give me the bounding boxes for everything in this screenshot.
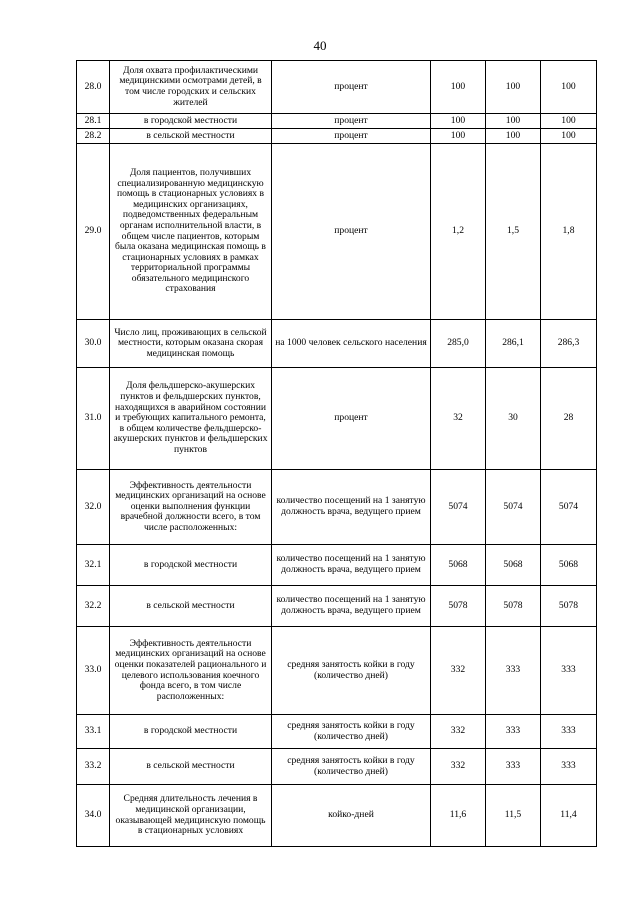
value-year-2: 11,5 [486, 785, 541, 847]
row-number: 34.0 [77, 785, 110, 847]
row-number: 32.2 [77, 586, 110, 627]
value-year-2: 333 [486, 627, 541, 715]
unit-of-measure: средняя занятость койки в году (количество дней) [272, 715, 431, 749]
unit-of-measure: процент [272, 368, 431, 470]
row-number: 30.0 [77, 320, 110, 368]
value-year-1: 100 [431, 61, 486, 114]
value-year-1: 332 [431, 749, 486, 785]
table-row [77, 715, 597, 749]
unit-of-measure: средняя занятость койки в году (количество дней) [272, 627, 431, 715]
value-year-2: 30 [486, 368, 541, 470]
value-year-2: 333 [486, 715, 541, 749]
table-row [77, 545, 597, 586]
value-year-2: 333 [486, 749, 541, 785]
table-row [77, 627, 597, 715]
value-year-3: 100 [541, 114, 597, 129]
unit-of-measure: процент [272, 144, 431, 320]
indicator-name: Доля охвата профилактическими медицинскими осмотрами детей, в том числе городских и сельских жителей [110, 61, 272, 114]
row-number: 29.0 [77, 144, 110, 320]
unit-of-measure: количество посещений на 1 занятую должность врача, ведущего прием [272, 470, 431, 545]
indicator-name: Число лиц, проживающих в сельской местности, которым оказана скорая медицинская помощь [110, 320, 272, 368]
row-number: 28.1 [77, 114, 110, 129]
value-year-3: 28 [541, 368, 597, 470]
indicator-name: Доля фельдшерско-акушерских пунктов и фельдшерских пунктов, находящихся в аварийном состоянии и требующих капитального ремонта, в общем количестве фельдшерско-акушерских пунктов и фельдшерских пунктов [110, 368, 272, 470]
value-year-3: 5078 [541, 586, 597, 627]
indicator-name: Эффективность деятельности медицинских организаций на основе оценки показателей рационального и целевого использования коечного фонда всего, в том числе расположенных: [110, 627, 272, 715]
row-number: 32.1 [77, 545, 110, 586]
row-number: 28.2 [77, 129, 110, 144]
unit-of-measure: количество посещений на 1 занятую должность врача, ведущего прием [272, 586, 431, 627]
value-year-2: 100 [486, 61, 541, 114]
indicator-name: Эффективность деятельности медицинских организаций на основе оценки выполнения функции врачебной должности всего, в том числе расположенных: [110, 470, 272, 545]
value-year-3: 333 [541, 749, 597, 785]
value-year-3: 5074 [541, 470, 597, 545]
value-year-3: 11,4 [541, 785, 597, 847]
indicators-table [76, 60, 597, 847]
value-year-1: 32 [431, 368, 486, 470]
indicator-name: Средняя длительность лечения в медицинской организации, оказывающей медицинскую помощь в стационарных условиях [110, 785, 272, 847]
table-row [77, 129, 597, 144]
indicator-name: Доля пациентов, получивших специализированную медицинскую помощь в стационарных условиях в медицинских организациях, подведомственных федеральным органам исполнительной власти, в общем числе пациентов, которым была оказана медицинская помощь в стационарных условиях в рамках территориальной программы обязательного медицинского страхования [110, 144, 272, 320]
value-year-1: 5068 [431, 545, 486, 586]
row-number: 28.0 [77, 61, 110, 114]
value-year-3: 286,3 [541, 320, 597, 368]
table-row [77, 368, 597, 470]
row-number: 32.0 [77, 470, 110, 545]
value-year-1: 11,6 [431, 785, 486, 847]
unit-of-measure: процент [272, 114, 431, 129]
value-year-3: 100 [541, 129, 597, 144]
table-row [77, 144, 597, 320]
indicator-name: в городской местности [110, 545, 272, 586]
row-number: 31.0 [77, 368, 110, 470]
table-row [77, 586, 597, 627]
row-number: 33.0 [77, 627, 110, 715]
value-year-3: 1,8 [541, 144, 597, 320]
value-year-2: 100 [486, 129, 541, 144]
indicator-name: в городской местности [110, 715, 272, 749]
unit-of-measure: койко-дней [272, 785, 431, 847]
indicator-name: в сельской местности [110, 749, 272, 785]
indicator-name: в сельской местности [110, 129, 272, 144]
table-row [77, 749, 597, 785]
value-year-3: 5068 [541, 545, 597, 586]
page-number: 40 [313, 38, 327, 53]
value-year-2: 5078 [486, 586, 541, 627]
table-row [77, 470, 597, 545]
value-year-2: 5068 [486, 545, 541, 586]
value-year-2: 1,5 [486, 144, 541, 320]
value-year-1: 100 [431, 114, 486, 129]
table-row [77, 114, 597, 129]
value-year-2: 100 [486, 114, 541, 129]
value-year-3: 100 [541, 61, 597, 114]
table-row [77, 785, 597, 847]
unit-of-measure: процент [272, 61, 431, 114]
row-number: 33.2 [77, 749, 110, 785]
value-year-1: 5078 [431, 586, 486, 627]
unit-of-measure: процент [272, 129, 431, 144]
value-year-3: 333 [541, 715, 597, 749]
value-year-1: 285,0 [431, 320, 486, 368]
indicator-name: в городской местности [110, 114, 272, 129]
value-year-1: 100 [431, 129, 486, 144]
unit-of-measure: на 1000 человек сельского населения [272, 320, 431, 368]
unit-of-measure: количество посещений на 1 занятую должность врача, ведущего прием [272, 545, 431, 586]
value-year-2: 286,1 [486, 320, 541, 368]
value-year-1: 332 [431, 715, 486, 749]
indicator-name: в сельской местности [110, 586, 272, 627]
row-number: 33.1 [77, 715, 110, 749]
value-year-1: 1,2 [431, 144, 486, 320]
value-year-1: 332 [431, 627, 486, 715]
value-year-2: 5074 [486, 470, 541, 545]
value-year-1: 5074 [431, 470, 486, 545]
value-year-3: 333 [541, 627, 597, 715]
table-row [77, 61, 597, 114]
table-row [77, 320, 597, 368]
unit-of-measure: средняя занятость койки в году (количество дней) [272, 749, 431, 785]
